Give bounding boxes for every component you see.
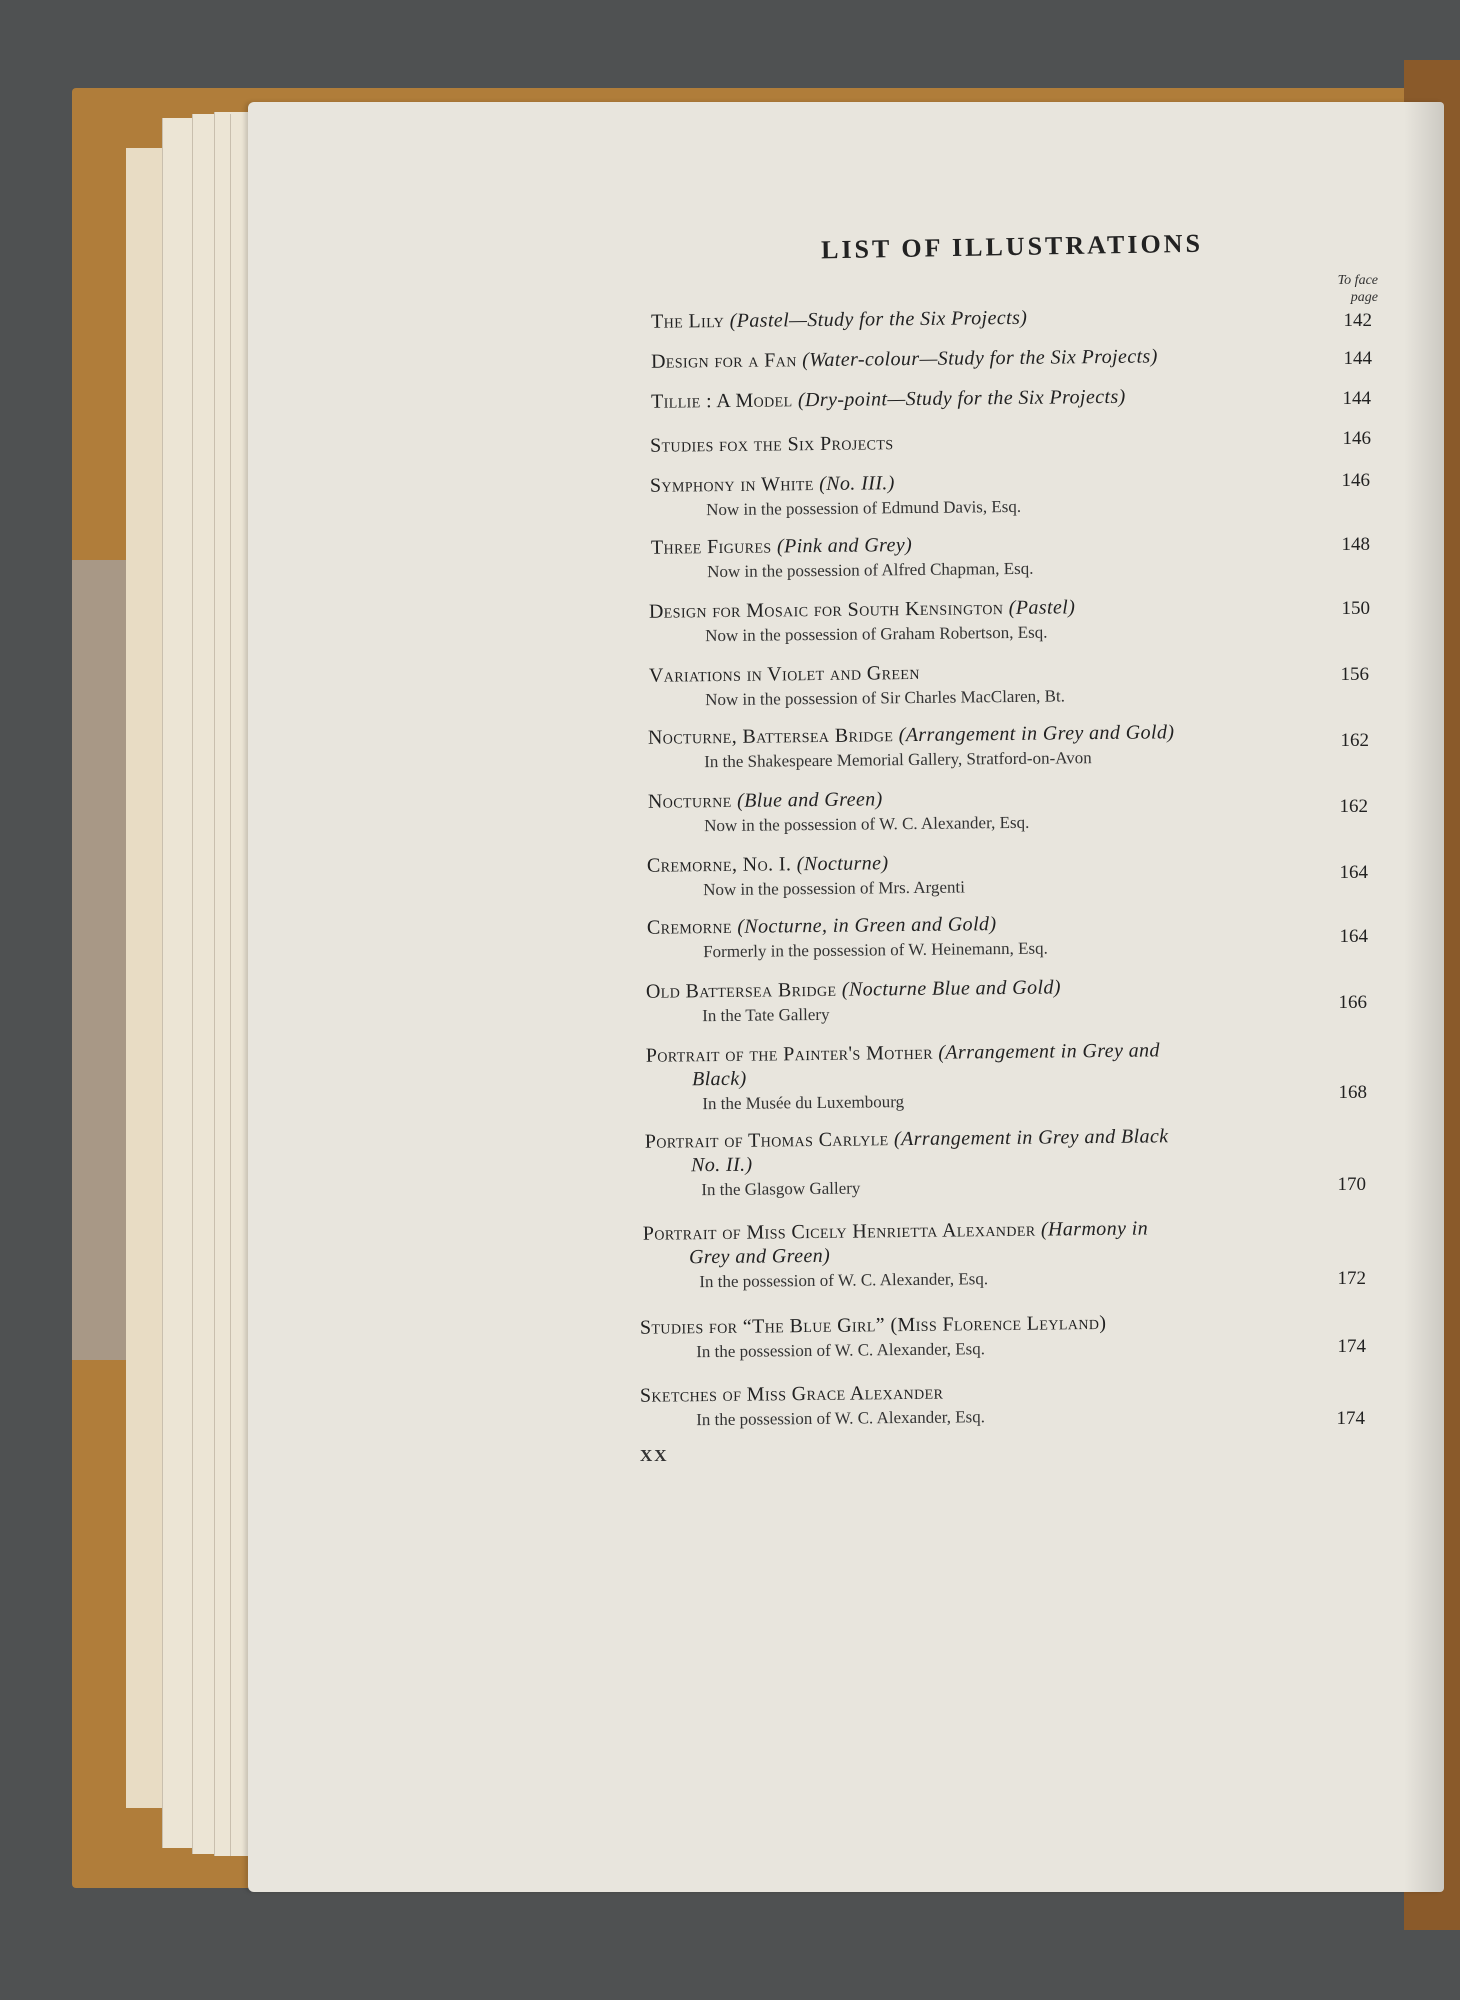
illustration-medium-continued: Black)	[691, 1067, 747, 1091]
illustration-location: Now in the possession of Edmund Davis, Esq.	[706, 496, 1022, 520]
page-label: page	[1350, 290, 1378, 305]
list-item	[647, 846, 1367, 901]
page-number: 174	[1337, 1336, 1366, 1357]
page-number: 164	[1339, 862, 1368, 883]
illustration-title: Portrait of the Painter's Mother	[645, 1041, 934, 1067]
list-item	[640, 1308, 1360, 1363]
page-number: 172	[1337, 1268, 1366, 1289]
illustration-location: In the possession of W. C. Alexander, Esq.	[696, 1407, 986, 1430]
illustration-medium: (Arrangement in Grey and	[938, 1039, 1161, 1064]
list-item	[648, 718, 1368, 773]
illustration-location: In the possession of W. C. Alexander, Esq.	[699, 1269, 989, 1292]
to-face-page-label	[1310, 272, 1378, 306]
illustration-medium: (Pink and Grey)	[776, 534, 913, 558]
page-number: 142	[1343, 310, 1372, 331]
illustration-medium: (Arrangement in Grey and Black	[893, 1125, 1169, 1151]
list-item	[645, 1122, 1366, 1201]
page-number: 162	[1339, 796, 1368, 817]
illustration-medium: (Harmony in	[1040, 1217, 1149, 1241]
illustration-title: Sketches of Miss Grace Alexander	[639, 1381, 944, 1407]
illustration-title: Design for Mosaic for South Kensington	[648, 597, 1004, 623]
illustration-location: In the Tate Gallery	[702, 1004, 830, 1026]
list-item	[640, 1376, 1360, 1431]
list-item	[651, 528, 1371, 583]
page-number: 162	[1340, 730, 1369, 751]
illustration-title: Nocturne, Battersea Bridge	[647, 724, 894, 749]
illustration-title: Three Figures	[650, 535, 772, 559]
page-number: 174	[1336, 1408, 1365, 1429]
illustration-location: Formerly in the possession of W. Heinemann, Esq.	[703, 938, 1048, 962]
illustration-title: Tillie : A Model	[650, 389, 793, 413]
page-number: 170	[1337, 1174, 1366, 1195]
page-number: 150	[1341, 598, 1370, 619]
illustration-medium-continued: Grey and Green)	[688, 1244, 831, 1269]
illustration-location: Now in the possession of W. C. Alexander, Esq.	[704, 812, 1030, 836]
page-title: LIST OF ILLUSTRATIONS	[820, 228, 1204, 265]
list-item	[643, 1214, 1364, 1293]
illustration-heading	[646, 1036, 1366, 1092]
illustration-title: Nocturne	[647, 789, 732, 813]
illustration-medium: (Water-colour—Study for the Six Projects)	[802, 345, 1158, 372]
page-number: 166	[1338, 992, 1367, 1013]
illustration-title: Studies fox the Six Projects	[649, 432, 894, 457]
illustration-medium: (Dry-point—Study for the Six Projects)	[797, 385, 1126, 412]
illustration-location: In the possession of W. C. Alexander, Esq.	[696, 1339, 986, 1362]
page-number: 164	[1339, 926, 1368, 947]
illustration-location: In the Shakespeare Memorial Gallery, Stratford-on-Avon	[704, 748, 1092, 772]
illustration-title: Variations in Violet and Green	[648, 661, 920, 687]
illustration-title: Portrait of Miss Cicely Henrietta Alexander	[642, 1218, 1036, 1245]
illustration-medium-continued: No. II.)	[690, 1153, 753, 1177]
illustration-medium: (Pastel—Study for the Six Projects)	[729, 306, 1028, 332]
folio-number: XX	[640, 1446, 669, 1465]
illustration-medium: (Arrangement in Grey and Gold)	[898, 721, 1175, 747]
illustration-medium: (Pastel)	[1008, 596, 1076, 620]
illustration-title: Design for a Fan	[650, 349, 797, 373]
illustration-medium: (Nocturne, in Green and Gold)	[737, 913, 997, 938]
page-number: 146	[1341, 470, 1370, 491]
page-number: 168	[1338, 1082, 1367, 1103]
illustration-location: Now in the possession of Sir Charles MacClaren, Bt.	[705, 686, 1066, 710]
illustration-location: In the Musée du Luxembourg	[702, 1092, 905, 1114]
illustration-location: In the Glasgow Gallery	[701, 1178, 861, 1200]
illustration-heading	[643, 1214, 1363, 1270]
illustration-location: Now in the possession of Mrs. Argenti	[703, 877, 966, 900]
list-item	[648, 782, 1368, 837]
list-item	[646, 1036, 1367, 1115]
illustration-medium: (No. III.)	[819, 472, 895, 495]
illustration-title: Old Battersea Bridge	[645, 978, 837, 1003]
illustration-medium: (Nocturne)	[796, 852, 889, 876]
page-number: 148	[1341, 534, 1370, 555]
list-item	[650, 466, 1370, 521]
illustration-location: Now in the possession of Graham Robertson, Esq.	[705, 622, 1048, 646]
page-number: 146	[1342, 428, 1371, 449]
illustration-title: Symphony in White	[649, 473, 814, 497]
list-item	[649, 656, 1369, 711]
page-number: 144	[1343, 348, 1372, 369]
page-number: 144	[1342, 388, 1371, 409]
to-face-label: To face	[1337, 273, 1378, 288]
illustration-title: Portrait of Thomas Carlyle	[644, 1128, 889, 1153]
illustration-title: Cremorne, No. I.	[646, 853, 792, 877]
list-item	[649, 592, 1369, 647]
illustration-location: Now in the possession of Alfred Chapman, Esq.	[707, 558, 1034, 582]
illustration-title: Studies for “The Blue Girl” (Miss Florence Leyland)	[639, 1311, 1107, 1339]
list-item	[646, 972, 1366, 1027]
illustration-medium: (Nocturne Blue and Gold)	[841, 976, 1061, 1001]
illustration-medium: (Blue and Green)	[736, 788, 883, 812]
page-number: 156	[1340, 664, 1369, 685]
illustration-title: Cremorne	[646, 915, 733, 939]
illustration-heading	[645, 1122, 1365, 1178]
illustration-title: The Lily	[650, 310, 725, 333]
list-item	[647, 908, 1367, 963]
